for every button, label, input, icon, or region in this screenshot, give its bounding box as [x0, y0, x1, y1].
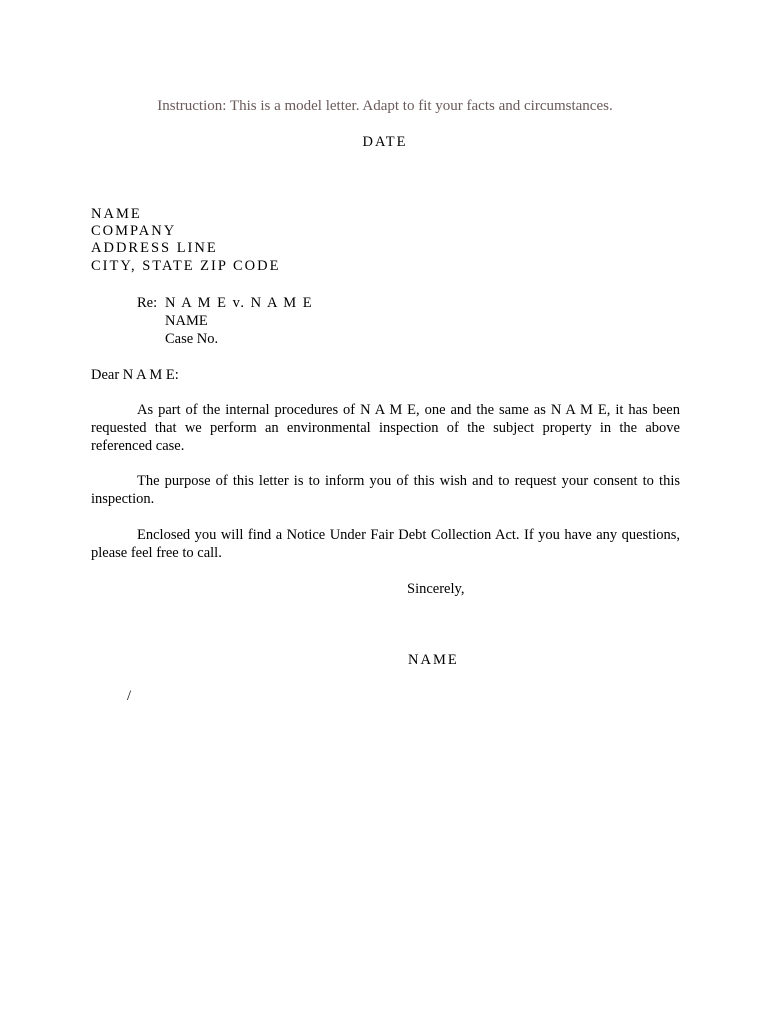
closing: Sincerely, [407, 581, 465, 597]
signature-name: NAME [408, 652, 459, 668]
re-name: NAME [165, 313, 208, 329]
body-paragraph-1: As part of the internal procedures of N A M E, one and the same as N A M E, it has been requested that we perform an environmental inspection of the subject property in the above referenced case. [91, 402, 680, 454]
re-case-caption: N A M E v. N A M E [165, 295, 314, 311]
instruction-note: Instruction: This is a model letter. Adapt to fit your facts and circumstances. [157, 98, 613, 114]
body-paragraph-2: The purpose of this letter is to inform you of this wish and to request your consent to this inspection. [91, 473, 680, 507]
letter-date: DATE [362, 134, 408, 150]
re-label: Re: [137, 295, 158, 311]
body-paragraph-3: Enclosed you will find a Notice Under Fair Debt Collection Act. If you have any questions, please feel free to call. [91, 527, 680, 561]
recipient-name: NAME [91, 206, 142, 222]
salutation: Dear N A M E: [91, 367, 179, 383]
re-case-number: Case No. [165, 331, 219, 347]
initials-mark: / [127, 688, 132, 704]
recipient-address: ADDRESS LINE [91, 240, 218, 256]
recipient-city-line: CITY, STATE ZIP CODE [91, 258, 281, 274]
recipient-company: COMPANY [91, 223, 177, 239]
